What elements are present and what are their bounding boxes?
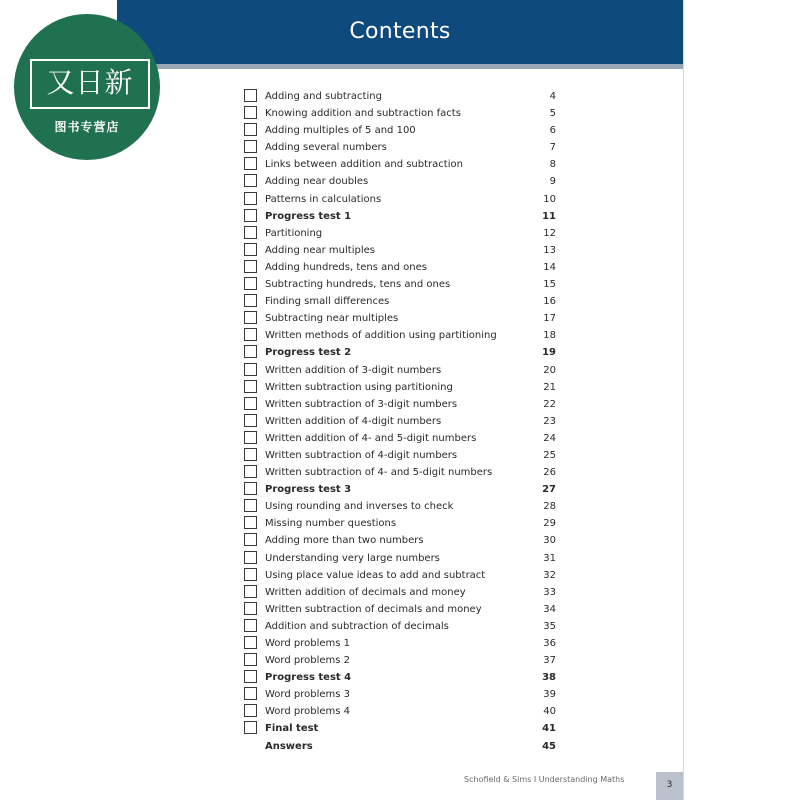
toc-entry-title: Progress test 3 <box>265 484 352 496</box>
toc-entry-page: 17 <box>543 313 556 325</box>
toc-row <box>244 498 560 515</box>
progress-checkbox[interactable] <box>244 89 257 102</box>
store-logo-frame <box>30 59 150 109</box>
toc-entry-title: Final test <box>265 723 319 735</box>
page-edge-divider <box>683 0 684 800</box>
toc-entry-title: Written subtraction of 4- and 5-digit numbers <box>265 467 493 479</box>
toc-entry-title: Finding small differences <box>265 296 390 308</box>
progress-checkbox[interactable] <box>244 448 257 461</box>
toc-entry-page: 25 <box>543 449 556 461</box>
toc-row <box>244 88 560 105</box>
toc-entry-title: Word problems 2 <box>265 655 351 667</box>
toc-entry-page: 27 <box>542 484 556 496</box>
progress-checkbox[interactable] <box>244 123 257 136</box>
toc-entry-page: 4 <box>549 91 556 102</box>
progress-checkbox[interactable] <box>244 140 257 153</box>
toc-entry-page: 32 <box>543 569 556 581</box>
toc-entry-page: 10 <box>543 193 556 205</box>
toc-entry-title: Using rounding and inverses to check <box>265 501 454 513</box>
toc-row <box>244 430 560 447</box>
toc-row <box>244 464 560 481</box>
toc-entry-page: 19 <box>542 347 556 359</box>
progress-checkbox[interactable] <box>244 174 257 187</box>
toc-entry-page: 41 <box>542 723 556 735</box>
progress-checkbox[interactable] <box>244 585 257 598</box>
toc-entry-title: Subtracting near multiples <box>265 313 399 325</box>
toc-row <box>244 635 560 652</box>
toc-entry-title: Written addition of 4- and 5-digit numbers <box>265 432 477 444</box>
toc-entry-title: Progress test 2 <box>265 347 352 359</box>
progress-checkbox[interactable] <box>244 277 257 290</box>
toc-entry-page: 45 <box>542 740 556 752</box>
toc-row <box>244 550 560 567</box>
toc-entry-page: 33 <box>543 586 556 598</box>
progress-checkbox[interactable] <box>244 551 257 564</box>
progress-checkbox[interactable] <box>244 687 257 700</box>
toc-row <box>244 515 560 532</box>
toc-entry-page: 34 <box>543 603 556 615</box>
toc-entry-title: Written subtraction using partitioning <box>265 381 453 393</box>
toc-row <box>244 618 560 635</box>
toc-entry-title: Adding near doubles <box>265 176 369 188</box>
toc-entry-page: 21 <box>543 381 556 393</box>
progress-checkbox[interactable] <box>244 619 257 632</box>
progress-checkbox[interactable] <box>244 431 257 444</box>
progress-checkbox[interactable] <box>244 602 257 615</box>
toc-entry-title: Written subtraction of 3-digit numbers <box>265 398 458 410</box>
progress-checkbox[interactable] <box>244 499 257 512</box>
footer-credit: Schofield & Sims I Understanding Maths <box>464 775 625 784</box>
toc-entry-page: 36 <box>543 638 556 649</box>
toc-entry-title: Written subtraction of decimals and money <box>265 603 482 615</box>
toc-entry-title: Adding near multiples <box>265 244 375 256</box>
progress-checkbox[interactable] <box>244 636 257 649</box>
toc-entry-page: 22 <box>543 398 556 410</box>
toc-entry-title: Links between addition and subtraction <box>265 159 463 171</box>
toc-entry-title: Adding and subtracting <box>265 91 382 102</box>
toc-row <box>244 327 560 344</box>
toc-entry-page: 38 <box>542 672 556 684</box>
toc-entry-title: Using place value ideas to add and subtract <box>265 569 486 581</box>
page-title: Contents <box>349 19 451 44</box>
toc-entry-page: 9 <box>549 176 556 188</box>
toc-row <box>244 139 560 156</box>
toc-row <box>244 532 560 549</box>
toc-entry-page: 6 <box>549 125 556 137</box>
toc-entry-page: 14 <box>543 261 556 273</box>
progress-checkbox[interactable] <box>244 294 257 307</box>
toc-row <box>244 652 560 669</box>
toc-entry-title: Written addition of 4-digit numbers <box>265 415 442 427</box>
toc-entry-page: 20 <box>543 364 556 376</box>
toc-row <box>244 259 560 276</box>
toc-row <box>244 396 560 413</box>
progress-checkbox[interactable] <box>244 397 257 410</box>
toc-entry-page: 39 <box>543 689 556 701</box>
contents-header <box>117 0 683 64</box>
toc-row <box>244 584 560 601</box>
header-divider <box>117 64 683 69</box>
toc-entry-title: Progress test 4 <box>265 672 352 684</box>
progress-checkbox[interactable] <box>244 363 257 376</box>
toc-entry-title: Written addition of decimals and money <box>265 586 466 598</box>
toc-row <box>244 362 560 379</box>
toc-row <box>244 481 560 498</box>
progress-checkbox[interactable] <box>244 568 257 581</box>
toc-entry-title: Written addition of 3-digit numbers <box>265 364 442 376</box>
toc-entry-title: Adding several numbers <box>265 142 387 154</box>
toc-row <box>244 208 560 225</box>
toc-row <box>244 413 560 430</box>
progress-checkbox[interactable] <box>244 345 257 358</box>
toc-entry-title: Missing number questions <box>265 518 397 530</box>
toc-entry-title: Progress test 1 <box>265 210 352 222</box>
toc-entry-page: 35 <box>543 620 556 632</box>
toc-row <box>244 447 560 464</box>
toc-row <box>244 191 560 208</box>
store-logo-text: 又日新 <box>46 66 134 99</box>
toc-entry-page: 7 <box>549 142 556 154</box>
progress-checkbox[interactable] <box>244 328 257 341</box>
toc-entry-page: 12 <box>543 227 556 239</box>
toc-entry-title: Addition and subtraction of decimals <box>265 620 449 632</box>
toc-row <box>244 344 560 361</box>
toc-row <box>244 225 560 242</box>
toc-entry-title: Adding hundreds, tens and ones <box>265 261 427 273</box>
toc-entry-page: 11 <box>542 210 556 222</box>
toc-entry-title: Answers <box>265 740 313 752</box>
toc-row <box>244 686 560 703</box>
page-number-box <box>656 772 683 800</box>
progress-checkbox[interactable] <box>244 482 257 495</box>
progress-checkbox[interactable] <box>244 704 257 717</box>
toc-entry-page: 31 <box>543 552 556 564</box>
progress-checkbox[interactable] <box>244 653 257 666</box>
progress-checkbox[interactable] <box>244 209 257 222</box>
toc-row <box>244 276 560 293</box>
toc-entry-title: Knowing addition and subtraction facts <box>265 108 461 120</box>
toc-entry-page: 23 <box>543 415 556 427</box>
toc-row <box>244 720 560 737</box>
toc-row <box>244 601 560 618</box>
toc-row <box>244 703 560 720</box>
progress-checkbox[interactable] <box>244 106 257 119</box>
toc-entry-page: 40 <box>543 706 556 718</box>
store-logo-badge <box>14 14 160 160</box>
progress-checkbox[interactable] <box>244 226 257 239</box>
toc-entry-page: 29 <box>543 518 556 530</box>
toc-entry-page: 13 <box>543 244 556 256</box>
toc-row <box>244 379 560 396</box>
toc-entry-page: 37 <box>543 655 556 667</box>
store-logo-subtitle: 图书专营店 <box>54 120 120 134</box>
toc-entry-page: 8 <box>549 159 556 171</box>
toc-entry-page: 26 <box>543 467 556 479</box>
progress-checkbox[interactable] <box>244 192 257 205</box>
toc-row <box>244 173 560 190</box>
progress-checkbox[interactable] <box>244 516 257 529</box>
progress-checkbox[interactable] <box>244 380 257 393</box>
toc-row <box>244 669 560 686</box>
toc-row <box>244 738 560 755</box>
toc-row <box>244 242 560 259</box>
toc-entry-page: 16 <box>543 296 556 308</box>
toc-entry-page: 5 <box>549 108 556 120</box>
toc-row <box>244 293 560 310</box>
toc-entry-title: Subtracting hundreds, tens and ones <box>265 279 451 291</box>
toc-entry-page: 28 <box>543 501 556 513</box>
progress-checkbox[interactable] <box>244 311 257 324</box>
toc-entry-title: Adding multiples of 5 and 100 <box>265 125 416 137</box>
toc-entry-title: Word problems 3 <box>265 689 351 701</box>
toc-entry-page: 30 <box>543 535 556 547</box>
progress-checkbox[interactable] <box>244 414 257 427</box>
toc-row <box>244 156 560 173</box>
progress-checkbox[interactable] <box>244 533 257 546</box>
page-number: 3 <box>666 780 673 790</box>
toc-entry-title: Partitioning <box>265 227 323 239</box>
toc-row <box>244 567 560 584</box>
toc-entry-page: 15 <box>543 279 556 291</box>
progress-checkbox[interactable] <box>244 157 257 170</box>
progress-checkbox[interactable] <box>244 721 257 734</box>
toc-entry-title: Adding more than two numbers <box>265 535 424 547</box>
toc-entry-title: Patterns in calculations <box>265 193 382 205</box>
toc-entry-title: Written methods of addition using partitioning <box>265 330 497 342</box>
toc-entry-title: Understanding very large numbers <box>265 552 440 564</box>
toc-row <box>244 105 560 122</box>
progress-checkbox[interactable] <box>244 260 257 273</box>
toc-entry-page: 24 <box>543 432 556 444</box>
table-of-contents <box>244 88 560 755</box>
toc-entry-title: Word problems 4 <box>265 706 351 718</box>
progress-checkbox[interactable] <box>244 670 257 683</box>
toc-row <box>244 310 560 327</box>
toc-entry-title: Word problems 1 <box>265 638 351 649</box>
toc-entry-page: 18 <box>543 330 556 342</box>
toc-entry-title: Written subtraction of 4-digit numbers <box>265 449 458 461</box>
progress-checkbox[interactable] <box>244 243 257 256</box>
toc-row <box>244 122 560 139</box>
progress-checkbox[interactable] <box>244 465 257 478</box>
